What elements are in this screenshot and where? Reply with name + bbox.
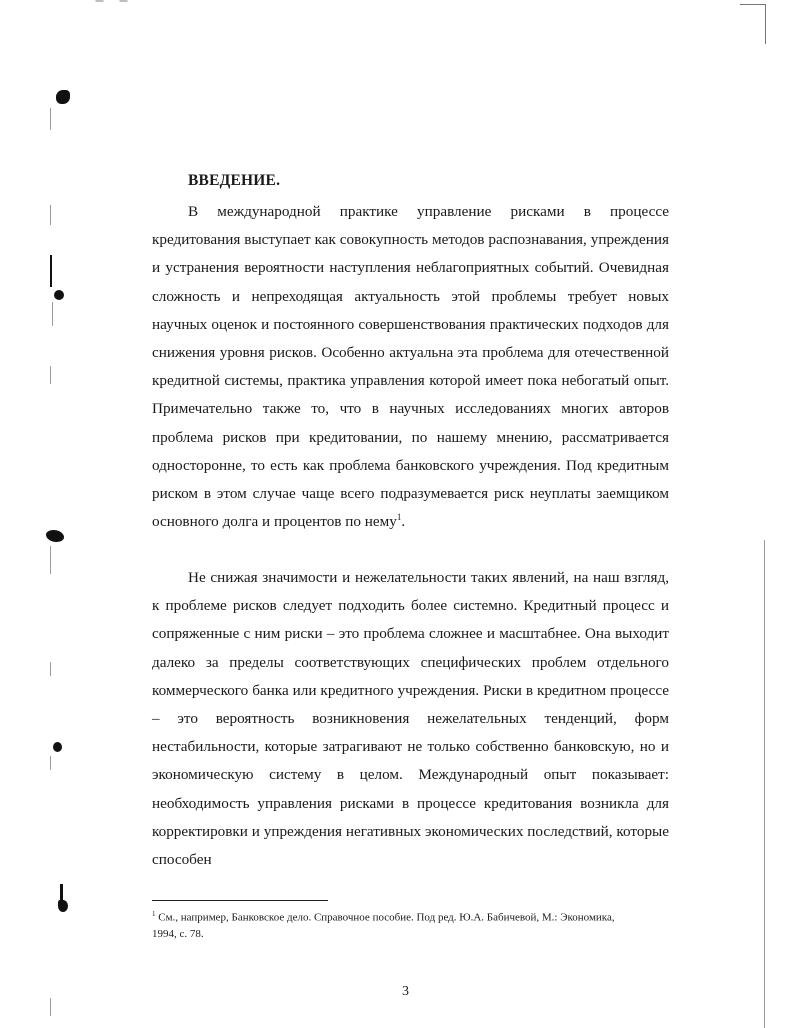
- scan-corner-mark: [765, 4, 766, 44]
- paragraph-2: Не снижая значимости и нежелательности таких явлений, на наш взгляд, к проблеме рисков следует подходить более системно. Кредитный процесс и сопряженные с ним риски – это проблема сложнее и масштабнее. Она выходит далеко за пределы соответствующих специфических проблем отдельного коммерческого банка или кредитного учреждения. Риски в кредитном процессе – это вероятность возникновения нежелательных тенденций, форм нестабильности, которые затрагивают не только собственно банковскую, но и экономическую систему в целом. Международный опыт показывает: необходимость управления рисками в процессе кредитования возникла для корректировки и упреждения негативных экономических последствий, которые способен: [152, 569, 669, 869]
- scan-top-edge: [0, 0, 797, 2]
- binding-line: [50, 205, 51, 225]
- paragraph-1-text: В международной практике управление рисками в процессе кредитования выступает как совокупность методов распознавания, упреждения и устранения вероятности наступления неблагоприятных событий. Очевидная сложность и непреходящая актуальность этой проблемы требует новых научных оценок и постоянного совершенствования практических подходов для снижения уровня рисков. Особенно актуальна эта проблема для отечественной кредитной системы, практика управления которой имеет пока небогатый опыт. Примечательно также то, что в научных исследованиях многих авторов проблема рисков при кредитовании, по нашему мнению, рассматривается односторонне, то есть как проблема банковского учреждения. Под кредитным риском в этом случае чаще всего подразумевается риск неуплаты заемщиком основного долга и процентов по нему: [152, 203, 669, 531]
- binding-hole-mark: [46, 530, 64, 542]
- section-heading: ВВЕДЕНИЕ.: [188, 172, 281, 189]
- scan-corner-mark: [740, 4, 766, 5]
- paragraph-1: [152, 198, 669, 536]
- binding-line: [50, 998, 51, 1016]
- binding-line: [50, 366, 51, 384]
- binding-line: [50, 662, 51, 676]
- footnote-reference: 1: [396, 512, 402, 523]
- page-number: 3: [402, 984, 409, 999]
- binding-hole-mark: [53, 742, 62, 752]
- footnote-separator: [152, 900, 328, 901]
- paragraph-1-end: .: [401, 513, 406, 531]
- footnote: [152, 906, 632, 942]
- binding-hole-mark: [58, 900, 68, 912]
- binding-line: [50, 255, 52, 287]
- binding-line: [50, 756, 51, 770]
- binding-line: [52, 302, 53, 326]
- binding-line: [50, 546, 51, 574]
- binding-line: [50, 108, 51, 130]
- binding-hole-mark: [56, 90, 70, 104]
- footnote-text: См., например, Банковское дело. Справочное пособие. Под ред. Ю.А. Бабичевой, М.: Экономика, 1994, с. 78.: [152, 911, 615, 940]
- footnote-number: 1: [152, 910, 156, 918]
- binding-hole-mark: [54, 290, 64, 300]
- scan-right-edge: [764, 540, 765, 1028]
